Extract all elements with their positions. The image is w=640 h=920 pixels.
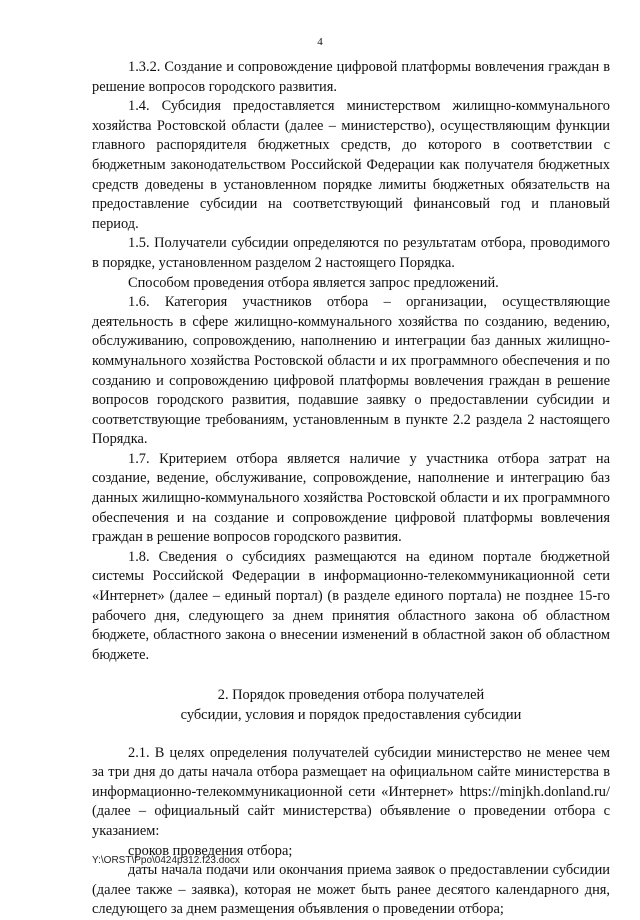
section-2-title (92, 686, 610, 725)
paragraph-1-3-2: 1.3.2. Создание и сопровождение цифровой платформы вовлечения граждан в решение вопросов городского развития. (92, 59, 610, 95)
paragraph-selection-method: Способом проведения отбора является запрос предложений. (128, 274, 499, 291)
page-number: 4 (317, 36, 323, 48)
paragraph-1-8: 1.8. Сведения о субсидиях размещаются на едином портале бюджетной системы Российской Федерации в информационно-телекоммуникационной сети «Интернет» (далее – единый портал) (в разделе единого портала) не позднее 15-го рабочего дня, следующего за днем принятия областного закона об областном бюджете, областного закона о внесении изменений в областной закон об областном бюджете. (92, 548, 610, 663)
section-title-line-1: 2. Порядок проведения отбора получателей (217, 687, 485, 704)
paragraph-1-6: 1.6. Категория участников отбора – организации, осуществляющие деятельность в сфере жилищно-коммунального хозяйства по созданию, ведению, обслуживанию, сопровождению, наполнению и интеграции баз данных жилищно-коммунального хозяйства Ростовской области и их программного обеспечения и по созданию и сопровождению цифровой платформы вовлечения граждан в решение вопросов городского развития, подавшие заявку о предоставлении субсидии и соответствующие требованиям, установленным в пункте 2.2 раздела 2 настоящего Порядка. (92, 294, 610, 448)
paragraph-1-4: 1.4. Субсидия предоставляется министерством жилищно-коммунального хозяйства Ростовской области (далее – министерство), осуществляющим функции главного распорядителя бюджетных средств, до которого в соответствии с бюджетным законодательством Российской Федерации как получателя бюджетных средств доведены в установленном порядке лимиты бюджетных обязательств на предоставление субсидии на соответствующий финансовый год и плановый период. (92, 98, 610, 232)
paragraph-2-1: 2.1. В целях определения получателей субсидии министерство не менее чем за три дня до даты начала отбора размещает на официальном сайте министерства в информационно-телекоммуникационной сети «Интернет» https://minjkh.donland.ru/ (далее – официальный сайт министерства) объявление о проведении отбора с указанием: (92, 744, 610, 839)
document-body (92, 58, 610, 920)
paragraph-1-5: 1.5. Получатели субсидии определяются по результатам отбора, проводимого в порядке, установленном разделом 2 настоящего Порядка. (92, 235, 610, 271)
paragraph-deadlines: сроков проведения отбора; (128, 842, 293, 859)
file-path-footer: Y:\ORST\Ppo\0424p312.f23.docx (92, 855, 240, 866)
paragraph-1-7: 1.7. Критерием отбора является наличие у участника отбора затрат на создание, ведение, обслуживание, сопровождение, наполнение и интеграцию баз данных жилищно-коммунального хозяйства Ростовской области и их программного обеспечения и на создание и сопровождение цифровой платформы вовлечения граждан в решение вопросов городского развития. (92, 450, 610, 546)
section-title-line-2: субсидии, условия и порядок предоставления субсидии (180, 707, 522, 723)
paragraph-application-dates: даты начала подачи или окончания приема заявок о предоставлении субсидии (далее также – заявка), которая не может быть ранее десятого календарного дня, следующего за днем размещения объявления о проведении отбора; (92, 862, 610, 918)
